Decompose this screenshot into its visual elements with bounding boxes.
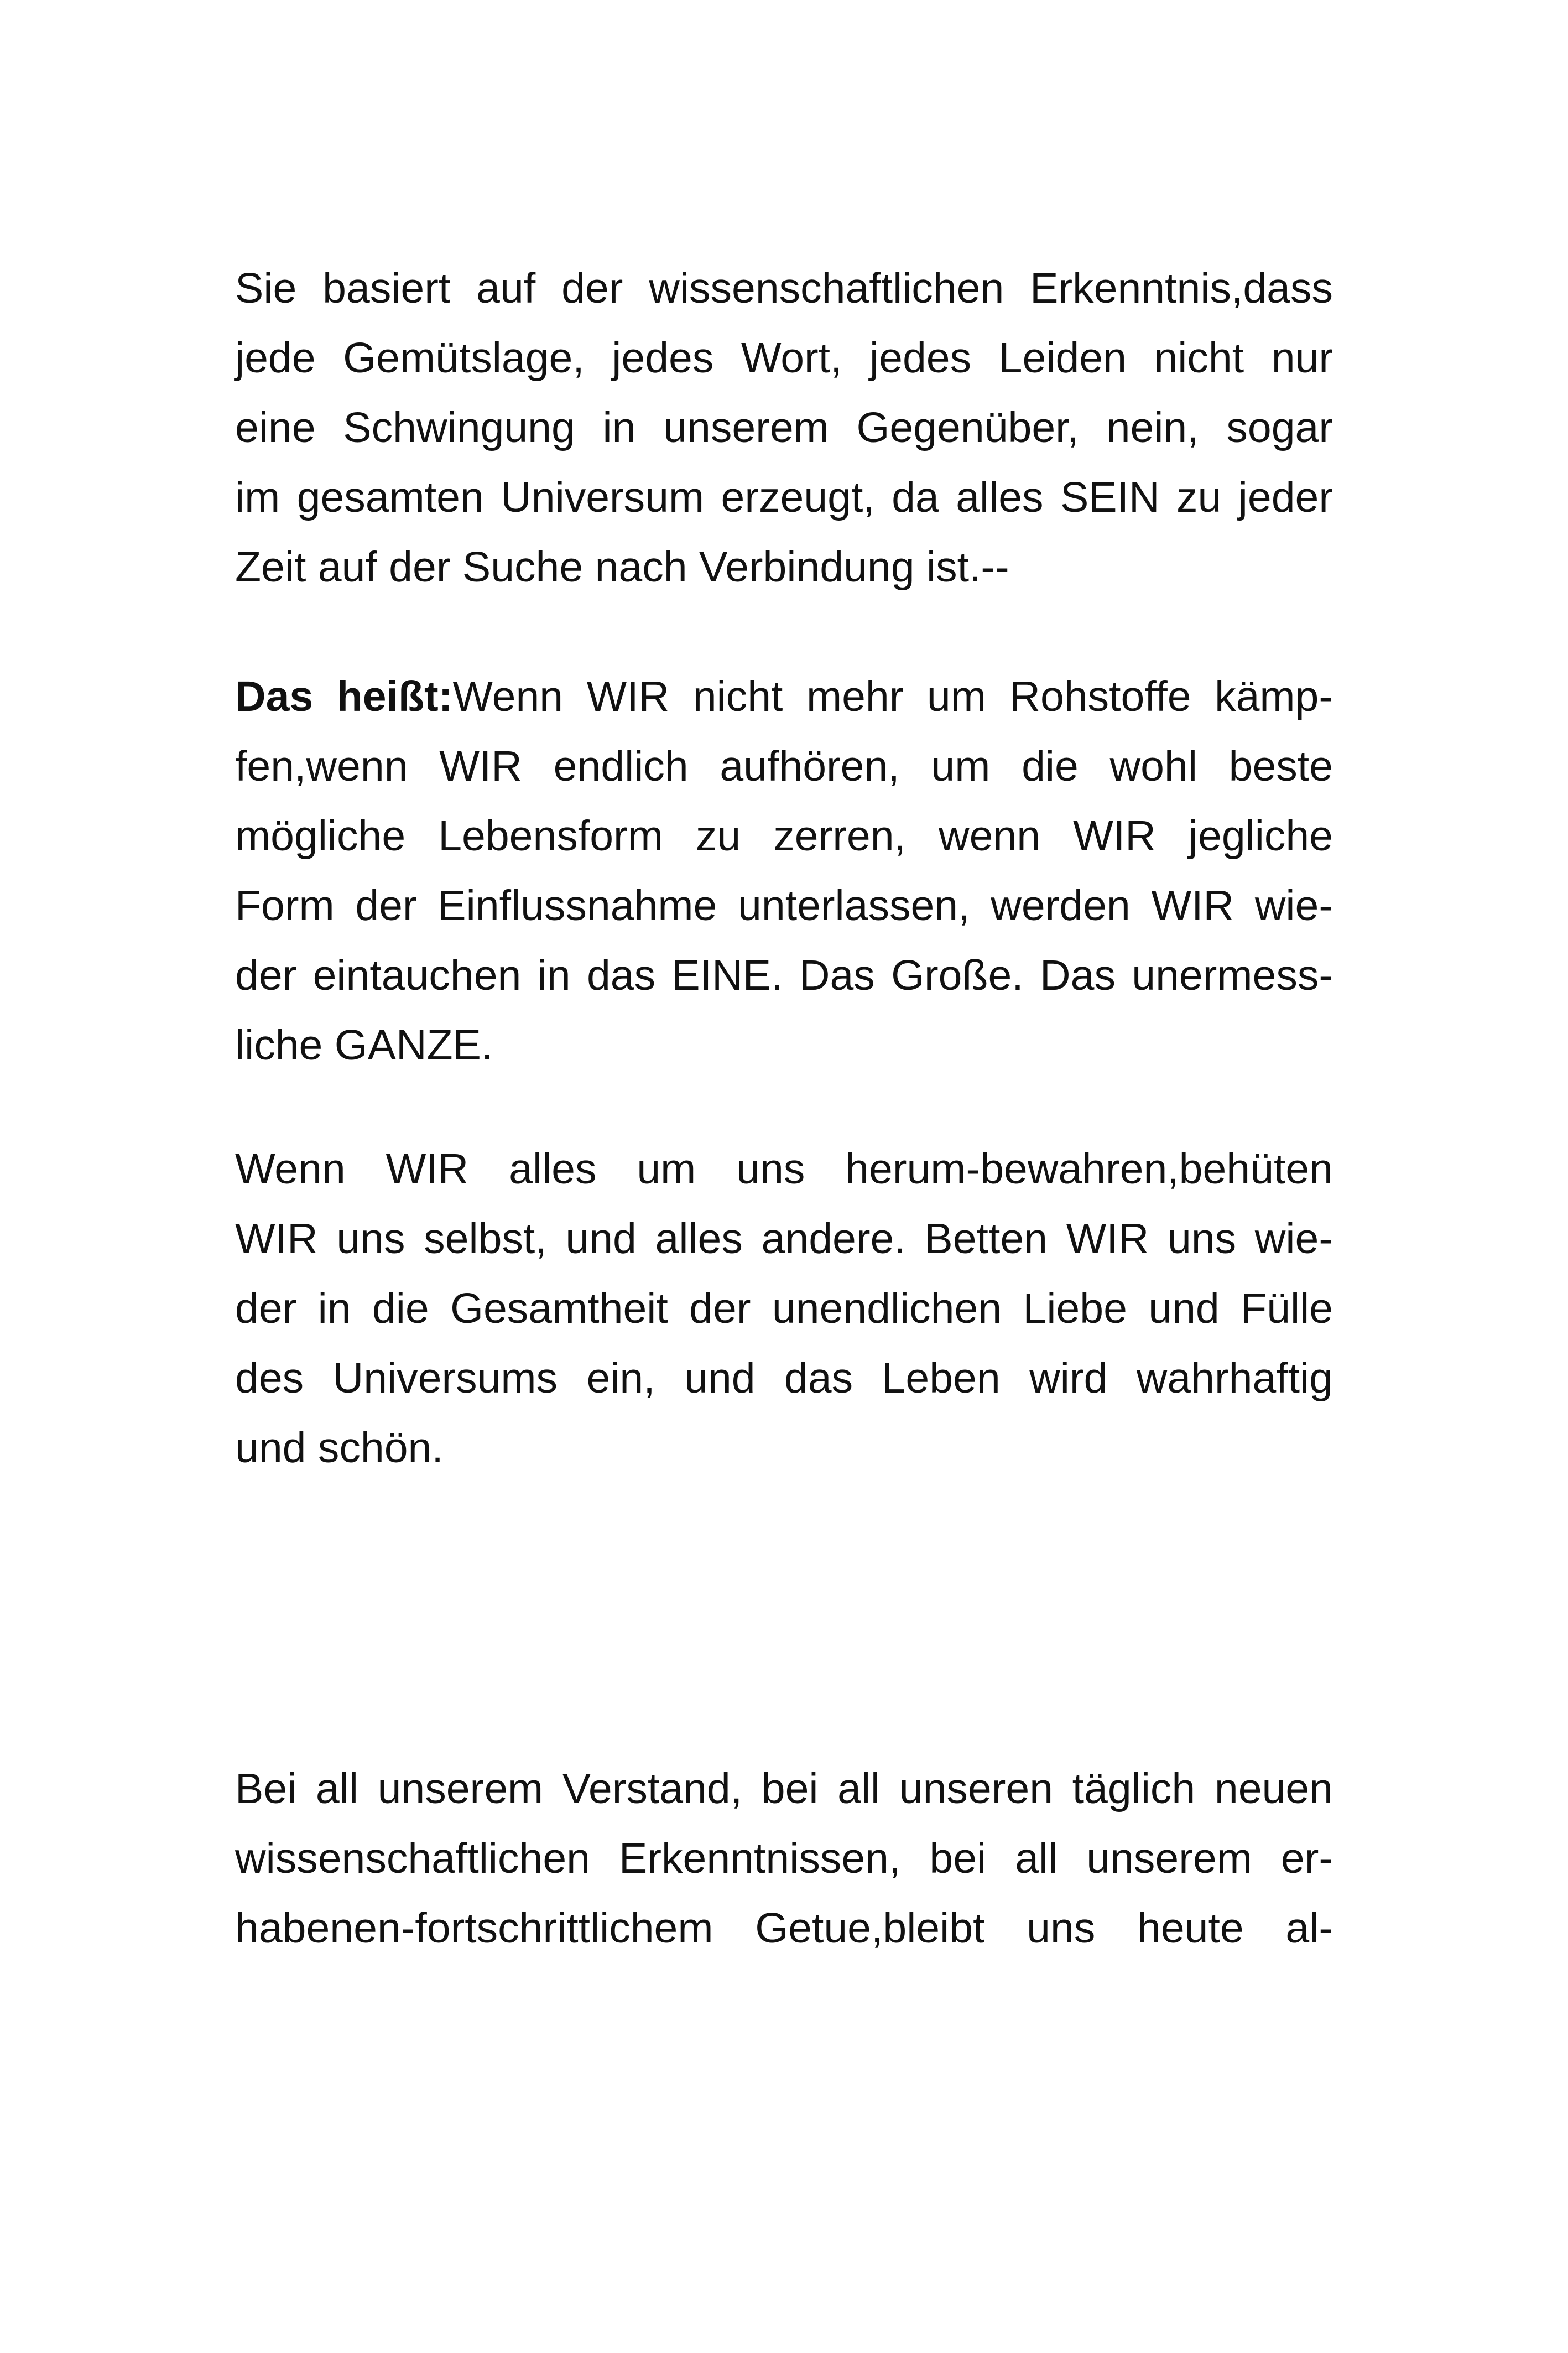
paragraph-line: eine Schwingung in unserem Gegenüber, nein, sogar bbox=[235, 404, 1333, 451]
paragraph-line: Zeit auf der Suche nach Verbindung ist.-- bbox=[235, 543, 1009, 591]
bold-lead-text: Das heißt: bbox=[235, 673, 453, 720]
paragraph-first-line bbox=[235, 662, 1333, 731]
paragraph-line: der eintauchen in das EINE. Das Große. Das unermess- bbox=[235, 952, 1333, 999]
paragraph-3 bbox=[235, 1134, 1333, 1483]
paragraph-line: und schön. bbox=[235, 1424, 444, 1472]
paragraph-line: Bei all unserem Verstand, bei all unseren täglich neuen bbox=[235, 1765, 1333, 1812]
paragraph-4 bbox=[235, 1754, 1333, 1963]
paragraph-1 bbox=[235, 253, 1333, 602]
paragraph-line: WIR uns selbst, und alles andere. Betten WIR uns wie- bbox=[235, 1215, 1333, 1263]
paragraph-line: Sie basiert auf der wissenschaftlichen Erkenntnis,dass bbox=[235, 264, 1333, 312]
paragraph-line: wissenschaftlichen Erkenntnissen, bei all unserem er- bbox=[235, 1835, 1333, 1882]
paragraph-line: fen,wenn WIR endlich aufhören, um die wohl beste bbox=[235, 742, 1333, 790]
paragraph-line: habenen-fortschrittlichem Getue,bleibt uns heute al- bbox=[235, 1904, 1333, 1952]
paragraph-line: mögliche Lebensform zu zerren, wenn WIR jegliche bbox=[235, 812, 1333, 860]
paragraph-line: des Universums ein, und das Leben wird wahrhaftig bbox=[235, 1354, 1333, 1402]
paragraph-line: jede Gemütslage, jedes Wort, jedes Leiden nicht nur bbox=[235, 334, 1333, 382]
paragraph-line-text: Wenn WIR nicht mehr um Rohstoffe kämp- bbox=[452, 673, 1333, 720]
paragraph-line: liche GANZE. bbox=[235, 1021, 493, 1069]
paragraph-line: im gesamten Universum erzeugt, da alles SEIN zu jeder bbox=[235, 474, 1333, 521]
paragraph-2 bbox=[235, 662, 1333, 1080]
paragraph-line: Form der Einflussnahme unterlassen, werden WIR wie- bbox=[235, 882, 1333, 929]
paragraph-line: der in die Gesamtheit der unendlichen Liebe und Fülle bbox=[235, 1285, 1333, 1332]
paragraph-line: Wenn WIR alles um uns herum-bewahren,behüten bbox=[235, 1145, 1333, 1193]
